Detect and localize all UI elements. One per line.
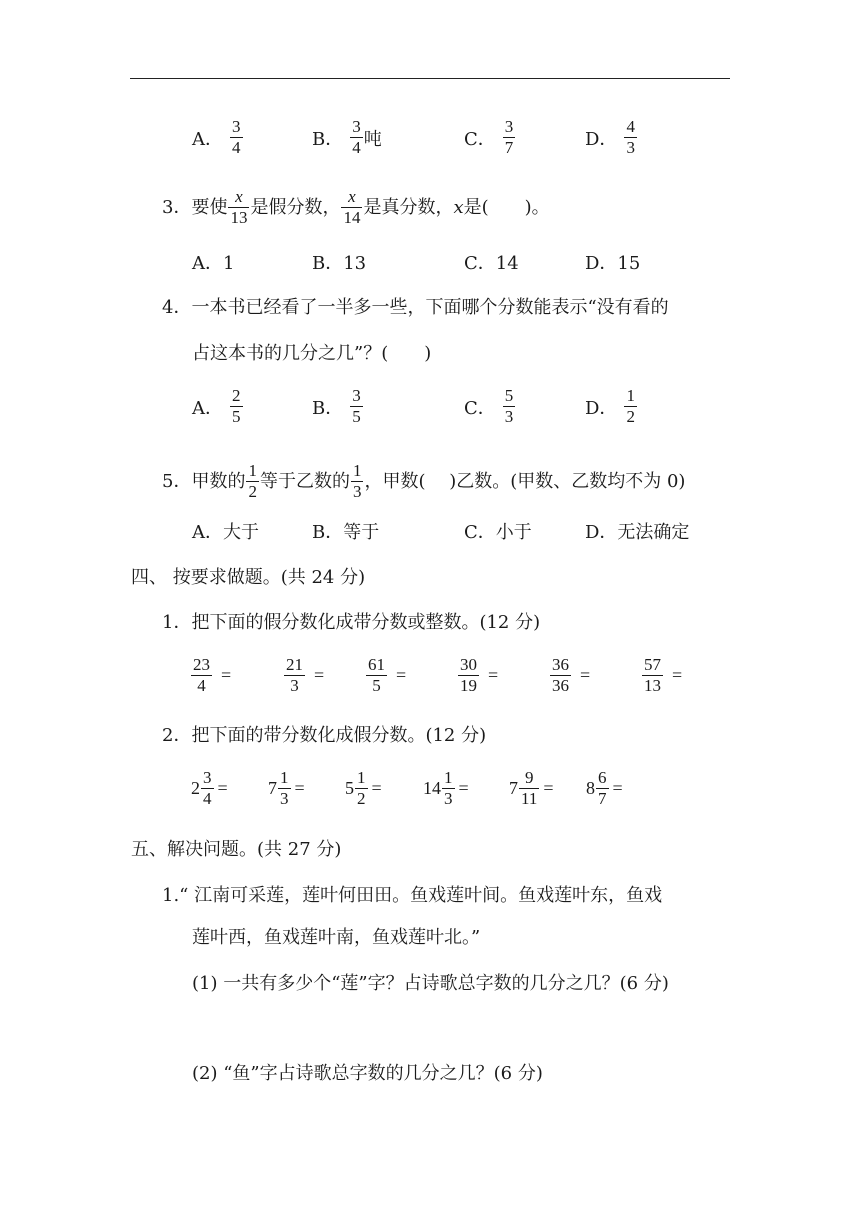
fraction-numerator: 2 — [232, 386, 241, 405]
fraction-denominator: 2 — [626, 407, 635, 426]
mixed-fraction — [201, 769, 214, 808]
mixed-number-item — [268, 769, 305, 808]
option-label: B． — [312, 397, 344, 419]
fraction-numerator: x — [235, 187, 243, 206]
equals-sign: = — [371, 778, 382, 798]
option-fraction — [503, 387, 516, 426]
equals-sign: = — [221, 665, 232, 685]
fraction-numerator: 1 — [626, 386, 635, 405]
equals-sign: = — [672, 665, 683, 685]
option-label: C． — [464, 128, 496, 150]
header-rule — [130, 78, 730, 79]
mixed-fraction — [278, 769, 291, 808]
mixed-number-item — [191, 769, 228, 808]
mixed-fraction — [355, 769, 368, 808]
improper-fraction — [191, 656, 212, 695]
q3-variable: x — [453, 196, 464, 218]
q3-number: 3． — [162, 196, 192, 218]
mixed-number-item — [509, 769, 554, 808]
fraction-numerator: 23 — [193, 655, 210, 674]
equals-sign: = — [458, 778, 469, 798]
option-label: A． — [192, 397, 223, 419]
fraction-denominator: 13 — [644, 676, 661, 695]
q5-text-c: ，甲数( )乙数。(甲数、乙数均不为 0) — [364, 470, 686, 492]
mixed-number-item — [423, 769, 469, 808]
improper-fraction-item — [190, 656, 231, 695]
option-label: B． — [312, 128, 344, 150]
improper-fraction-item — [641, 656, 682, 695]
fraction-numerator: 6 — [598, 768, 607, 787]
section-4-title: 四、 按要求做题。(共 24 分) — [131, 567, 366, 588]
fraction-denominator: 3 — [280, 789, 289, 808]
fraction-denominator: 13 — [230, 208, 248, 227]
q5-fraction-1 — [246, 462, 259, 501]
section-5-subquestion-1: (1) 一共有多少个“莲”字？占诗歌总字数的几分之几？(6 分) — [192, 973, 669, 994]
mixed-fraction — [596, 769, 609, 808]
equals-sign: = — [294, 778, 305, 798]
q5-option[interactable]: C．小于 — [464, 522, 532, 543]
fraction-numerator: 9 — [524, 768, 534, 787]
mixed-whole: 5 — [345, 778, 354, 798]
fraction-numerator: 5 — [504, 386, 514, 405]
mixed-whole: 2 — [191, 778, 200, 798]
option-unit: 吨 — [363, 128, 382, 150]
option-label: D． — [585, 397, 618, 419]
q3-text-d: 是( )。 — [463, 196, 550, 218]
fraction-denominator: 36 — [552, 676, 569, 695]
q3-text-a: 要使 — [191, 196, 228, 218]
fraction-denominator: 3 — [444, 789, 453, 808]
fraction-numerator: 3 — [232, 117, 241, 136]
mixed-fraction — [519, 769, 539, 808]
improper-fraction-item — [283, 656, 324, 695]
option-label: C． — [464, 397, 496, 419]
fraction-numerator: 36 — [552, 655, 569, 674]
improper-fraction-item — [457, 656, 498, 695]
option-fraction — [350, 387, 363, 426]
equals-sign: = — [543, 778, 554, 798]
fraction-denominator: 5 — [352, 407, 361, 426]
section-5-title: 五、解决问题。(共 27 分) — [131, 839, 342, 860]
fraction-denominator: 19 — [460, 676, 477, 695]
fraction-numerator: 3 — [352, 117, 361, 136]
q2-option[interactable] — [464, 118, 516, 157]
mixed-whole: 7 — [509, 778, 518, 798]
q4-line-1: 4．一本书已经看了一半多一些，下面哪个分数能表示“没有看的 — [162, 297, 669, 318]
fraction-numerator: 61 — [368, 655, 385, 674]
q4-line-2: 占这本书的几分之几”？( ) — [192, 343, 432, 364]
mixed-whole: 14 — [423, 778, 441, 798]
option-fraction — [624, 387, 637, 426]
q5-number: 5． — [162, 470, 192, 492]
q2-option[interactable] — [312, 118, 382, 157]
fraction-numerator: 30 — [460, 655, 477, 674]
fraction-numerator: 4 — [626, 117, 635, 136]
improper-fraction — [550, 656, 571, 695]
fraction-numerator: x — [348, 187, 356, 206]
option-fraction — [624, 118, 637, 157]
fraction-numerator: 21 — [286, 655, 303, 674]
option-label: D． — [585, 128, 618, 150]
q5-option[interactable]: B．等于 — [312, 522, 380, 543]
mixed-number-item — [345, 769, 382, 808]
mixed-whole: 8 — [586, 778, 595, 798]
mixed-number — [586, 769, 610, 808]
q3-option[interactable]: B．13 — [312, 253, 367, 274]
fraction-denominator: 3 — [352, 482, 362, 501]
fraction-numerator: 1 — [352, 461, 362, 480]
option-label: A． — [192, 128, 223, 150]
fraction-denominator: 4 — [232, 138, 241, 157]
q3-text-b: 是假分数， — [250, 196, 341, 218]
fraction-numerator: 3 — [504, 117, 514, 136]
fraction-denominator: 7 — [504, 138, 514, 157]
equals-sign: = — [488, 665, 499, 685]
improper-fraction — [284, 656, 305, 695]
option-fraction — [230, 387, 243, 426]
fraction-denominator: 2 — [248, 482, 257, 501]
fraction-denominator: 2 — [357, 789, 366, 808]
q5-option[interactable]: A．大于 — [192, 522, 259, 543]
fraction-denominator: 5 — [232, 407, 241, 426]
mixed-number — [268, 769, 292, 808]
equals-sign: = — [217, 778, 228, 798]
q3-fraction-2 — [341, 188, 362, 227]
equals-sign: = — [314, 665, 325, 685]
fraction-numerator: 1 — [248, 461, 257, 480]
q4-option[interactable] — [312, 387, 364, 426]
option-fraction — [350, 118, 363, 157]
mixed-number — [423, 769, 456, 808]
section-5-q1-line-1: 1.“ 江南可采莲，莲叶何田田。鱼戏莲叶间。鱼戏莲叶东，鱼戏 — [162, 885, 663, 906]
section-5-subquestion-2: (2) “鱼”字占诗歌总字数的几分之几？(6 分) — [192, 1063, 543, 1084]
q5-fraction-2 — [351, 462, 364, 501]
q3-option[interactable]: A．1 — [192, 253, 235, 274]
q5-text-b: 等于乙数的 — [259, 470, 350, 492]
fraction-denominator: 4 — [197, 676, 206, 695]
fraction-numerator: 1 — [280, 768, 289, 787]
option-fraction — [503, 118, 516, 157]
q4-option[interactable] — [192, 387, 244, 426]
equals-sign: = — [580, 665, 591, 685]
fraction-numerator: 1 — [444, 768, 453, 787]
equals-sign: = — [612, 778, 623, 798]
mixed-fraction — [442, 769, 455, 808]
fraction-denominator: 4 — [352, 138, 361, 157]
option-fraction — [230, 118, 243, 157]
mixed-number-item — [586, 769, 623, 808]
equals-sign: = — [396, 665, 407, 685]
fraction-numerator: 3 — [203, 768, 212, 787]
fraction-denominator: 11 — [521, 789, 538, 808]
q5-option[interactable]: D．无法确定 — [585, 522, 690, 543]
fraction-numerator: 57 — [644, 655, 661, 674]
improper-fraction — [366, 656, 387, 695]
fraction-denominator: 5 — [372, 676, 381, 695]
improper-fraction — [458, 656, 479, 695]
q4-option[interactable] — [585, 387, 638, 426]
mixed-number — [191, 769, 215, 808]
section-5-q1-line-2: 莲叶西，鱼戏莲叶南，鱼戏莲叶北。” — [192, 927, 481, 948]
q4-option[interactable] — [464, 387, 516, 426]
fraction-numerator: 3 — [352, 386, 361, 405]
fraction-denominator: 3 — [626, 138, 635, 157]
fraction-denominator: 7 — [598, 789, 607, 808]
section-4-part-2-title: 2．把下面的带分数化成假分数。(12 分) — [162, 725, 487, 746]
fraction-denominator: 14 — [343, 208, 361, 227]
improper-fraction — [642, 656, 663, 695]
q3-fraction-1 — [228, 188, 249, 227]
mixed-number — [509, 769, 540, 808]
q3-text-c: 是真分数， — [363, 196, 454, 218]
q3-option[interactable]: D．15 — [585, 253, 641, 274]
improper-fraction-item — [549, 656, 590, 695]
fraction-denominator: 4 — [203, 789, 212, 808]
fraction-numerator: 1 — [357, 768, 366, 787]
fraction-denominator: 3 — [290, 676, 299, 695]
section-4-part-1-title: 1．把下面的假分数化成带分数或整数。(12 分) — [162, 612, 541, 633]
mixed-whole: 7 — [268, 778, 277, 798]
improper-fraction-item — [365, 656, 406, 695]
mixed-number — [345, 769, 369, 808]
q5-text-a: 甲数的 — [191, 470, 246, 492]
fraction-denominator: 3 — [504, 407, 514, 426]
q2-option[interactable] — [585, 118, 638, 157]
q5-stem — [162, 462, 685, 501]
q2-option[interactable] — [192, 118, 244, 157]
q3-stem — [162, 188, 550, 227]
q3-option[interactable]: C．14 — [464, 253, 519, 274]
